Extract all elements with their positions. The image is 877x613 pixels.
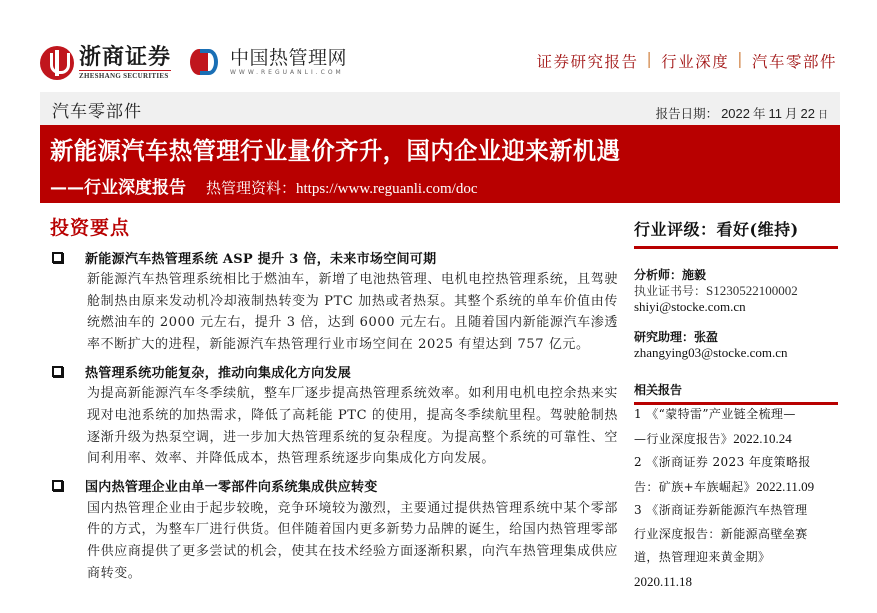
industry-rating xyxy=(634,217,838,249)
broker-name-en: ZHESHANG SECURITIES xyxy=(79,70,171,80)
tag-report-type: 证券研究报告 xyxy=(536,53,639,71)
report-date: 2020.11.18 xyxy=(634,573,693,589)
assistant-info xyxy=(634,329,788,361)
related-reports-title: 相关报告 xyxy=(634,381,838,405)
checkbox-bullet-icon xyxy=(52,480,63,491)
broker-logo xyxy=(40,43,171,83)
assistant-name: 张盈 xyxy=(694,330,719,344)
source-link[interactable]: 热管理资料：https://www.reguanli.com/doc xyxy=(206,181,478,197)
report-title-line: 行业深度报告：新能源高壁垒赛 xyxy=(634,526,808,541)
broker-name-cn: 浙商证券 xyxy=(79,45,172,70)
date-year: 2022 xyxy=(721,106,750,121)
point-body: 国内热管理企业由于起步较晚，竞争环境较为激烈，主要通过提供热管理系统中某个零部件的方式，为整车厂进行供货。但伴随着国内更多新势力品牌的诞生，给国内热管理零部件供应商提供了更多尝试的机会，使其在技术经验方面逐渐积累，向汽车热管理集成供应商转变。 xyxy=(87,500,618,581)
related-report-item[interactable] xyxy=(634,403,838,451)
investment-point xyxy=(48,474,618,584)
sector-label: 汽车零部件 xyxy=(52,102,142,122)
report-title: 新能源汽车热管理行业量价齐升，国内企业迎来新机遇 xyxy=(50,137,621,165)
point-title: 热管理系统功能复杂，推动向集成化方向发展 xyxy=(85,365,352,381)
report-title-line: 《浙商证券 2023 年度策略报 xyxy=(646,455,811,469)
checkbox-bullet-icon xyxy=(52,366,63,377)
partner-name-cn: 中国热管理网 xyxy=(230,47,348,69)
report-index: 1 xyxy=(634,407,643,421)
report-title-line: —行业深度报告》 xyxy=(634,431,734,446)
analyst-name: 施毅 xyxy=(682,268,707,282)
partner-logo-icon xyxy=(190,47,220,77)
cert-label: 执业证书号： xyxy=(634,284,707,298)
partner-logo xyxy=(190,45,347,79)
report-index: 2 xyxy=(634,455,643,469)
sector-band xyxy=(40,92,840,125)
report-date: 2022.10.24 xyxy=(733,430,792,446)
rating-value: 看好(维持) xyxy=(716,220,799,239)
analyst-info xyxy=(634,267,798,315)
report-title-line: 告：矿族+车族崛起》 xyxy=(634,479,757,494)
date-day: 22 xyxy=(800,106,815,121)
date-day-unit: 日 xyxy=(818,110,828,121)
title-band xyxy=(40,125,840,203)
report-date xyxy=(656,104,828,122)
related-report-item[interactable] xyxy=(634,451,838,499)
report-date: 2022.11.09 xyxy=(756,478,815,494)
broker-logo-icon xyxy=(40,46,74,80)
tag-report-depth: 行业深度 xyxy=(661,53,730,71)
assistant-label: 研究助理： xyxy=(634,330,695,344)
tag-sector: 汽车零部件 xyxy=(751,53,837,71)
point-body: 为提高新能源汽车冬季续航，整车厂逐步提高热管理系统效率。如利用电机电控余热来实现对电池系统的加热需求，降低了高耗能 PTC 的使用，提高冬季续航里程。驾驶舱制热逐渐升级为热泵空调，进一步加大热管理系统的复杂程度。为提高整个系统的可靠性、空间利用率、效率、并降低成本，热管理系统逐步向集成化方向发展。 xyxy=(87,386,618,467)
checkbox-bullet-icon xyxy=(52,252,63,263)
assistant-email[interactable]: zhangying03@stocke.com.cn xyxy=(634,345,788,360)
investment-points xyxy=(48,245,618,588)
investment-section-title: 投资要点 xyxy=(50,217,131,239)
analyst-email[interactable]: shiyi@stocke.com.cn xyxy=(634,299,746,314)
report-title-line: 《浙商证券新能源汽车热管理 xyxy=(646,503,808,517)
analyst-label: 分析师： xyxy=(634,268,683,282)
report-index: 3 xyxy=(634,503,643,517)
report-category-tags xyxy=(536,50,837,72)
investment-point xyxy=(48,245,618,355)
point-title: 国内热管理企业由单一零部件向系统集成供应转变 xyxy=(85,480,378,496)
date-label: 报告日期： xyxy=(655,106,719,121)
date-month: 11 xyxy=(768,106,783,121)
report-title-line: 道，热管理迎来黄金期》 xyxy=(634,550,771,564)
report-subtitle: ——行业深度报告 xyxy=(50,178,186,198)
report-title-line: 《“蒙特雷”产业链全梳理— xyxy=(646,407,796,421)
tag-separator: | xyxy=(737,50,744,68)
point-title: 新能源汽车热管理系统 ASP 提升 3 倍，未来市场空间可期 xyxy=(85,251,437,267)
partner-url: WWW.REGUANLI.COM xyxy=(230,69,344,76)
rating-label: 行业评级： xyxy=(634,220,717,239)
cert-number: S1230522100002 xyxy=(706,283,798,298)
date-year-unit: 年 xyxy=(753,106,766,121)
related-reports-list xyxy=(634,403,838,593)
point-body: 新能源汽车热管理系统相比于燃油车，新增了电池热管理、电机电控热管理系统，且驾驶舱制热由原来发动机冷却液制热转变为 PTC 加热或者热泵。其整个系统的单车价值由传统燃油车的 2000 元左右，提升 3 倍，达到 6000 元左右。且随着国内新能源汽车渗透率不断扩大的进程，新能源汽车热管理行业市场空间在 2025 有望达到 757 亿元。 xyxy=(87,272,618,352)
tag-separator: | xyxy=(646,50,654,68)
date-month-unit: 月 xyxy=(785,106,798,121)
related-report-item[interactable] xyxy=(634,499,838,593)
investment-point xyxy=(48,359,618,469)
